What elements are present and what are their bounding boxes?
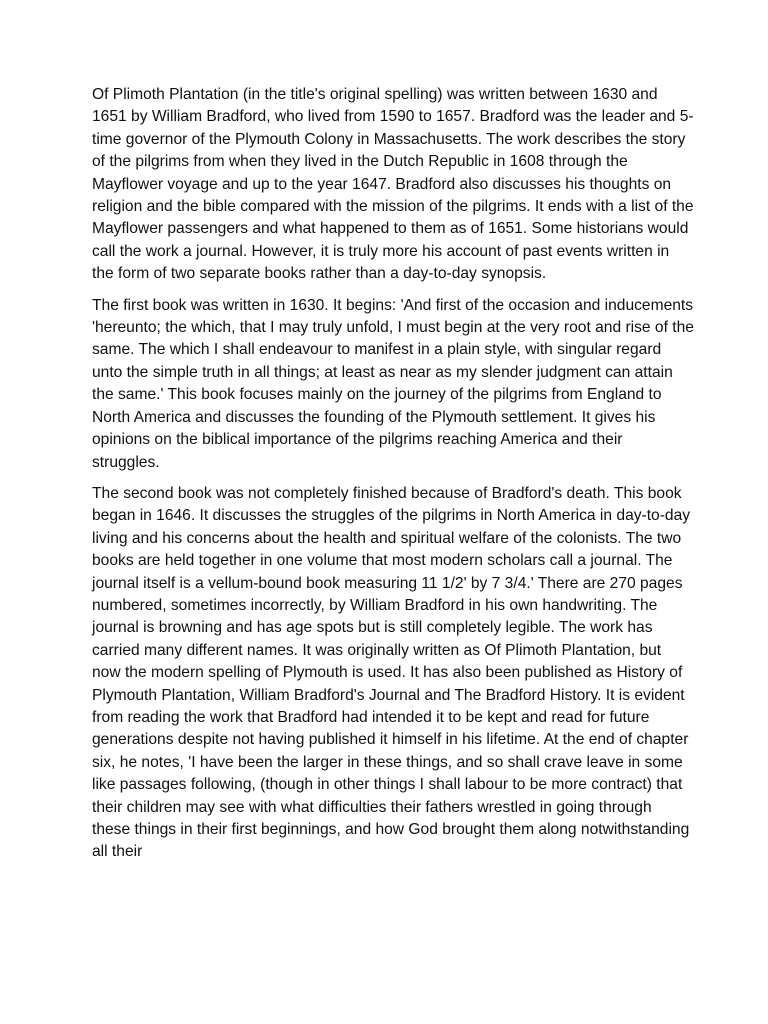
paragraph-2: The first book was written in 1630. It begins: 'And first of the occasion and inducements 'hereunto; the which, that I may truly unfold, I must begin at the very root and rise of the same. The which I shall endeavour to manifest in a plain style, with singular regard unto the simple truth in all things; at least as near as my slender judgment can attain the same.' This book focuses mainly on the journey of the pilgrims from England to North America and discusses the founding of the Plymouth settlement. It gives his opinions on the biblical importance of the pilgrims reaching America and their struggles. xyxy=(92,296,694,471)
paragraph-1: Of Plimoth Plantation (in the title's original spelling) was written between 1630 and 1651 by William Bradford, who lived from 1590 to 1657. Bradford was the leader and 5-time governor of the Plymouth Colony in Massachusetts. The work describes the story of the pilgrims from when they lived in the Dutch Republic in 1608 through the Mayflower voyage and up to the year 1647. Bradford also discusses his thoughts on religion and the bible compared with the mission of the pilgrims. It ends with a list of the Mayflower passengers and what happened to them as of 1651. Some historians would call the work a journal. However, it is truly more his account of past events written in the form of two separate books rather than a day-to-day synopsis. xyxy=(92,86,694,283)
paragraph-3: The second book was not completely finished because of Bradford's death. This book began in 1646. It discusses the struggles of the pilgrims in North America in day-to-day living and his concerns about the health and spiritual welfare of the colonists. The two books are held together in one volume that most modern scholars call a journal. The journal itself is a vellum-bound book measuring 11 1/2' by 7 3/4.' There are 270 pages numbered, sometimes incorrectly, by William Bradford in his own handwriting. The journal is browning and has age spots but is still completely legible. The work has carried many different names. It was originally written as Of Plimoth Plantation, but now the modern spelling of Plymouth is used. It has also been published as History of Plymouth Plantation, William Bradford's Journal and The Bradford History. It is evident from reading the work that Bradford had intended it to be kept and read for future generations despite not having published it himself in his lifetime. At the end of chapter six, he notes, 'I have been the larger in these things, and so shall crave leave in some like passages following, (though in other things I shall labour to be more contract) that their children may see with what difficulties their fathers wrestled in going through these things in their first beginnings, and how God brought them along notwithstanding all their xyxy=(92,484,691,861)
